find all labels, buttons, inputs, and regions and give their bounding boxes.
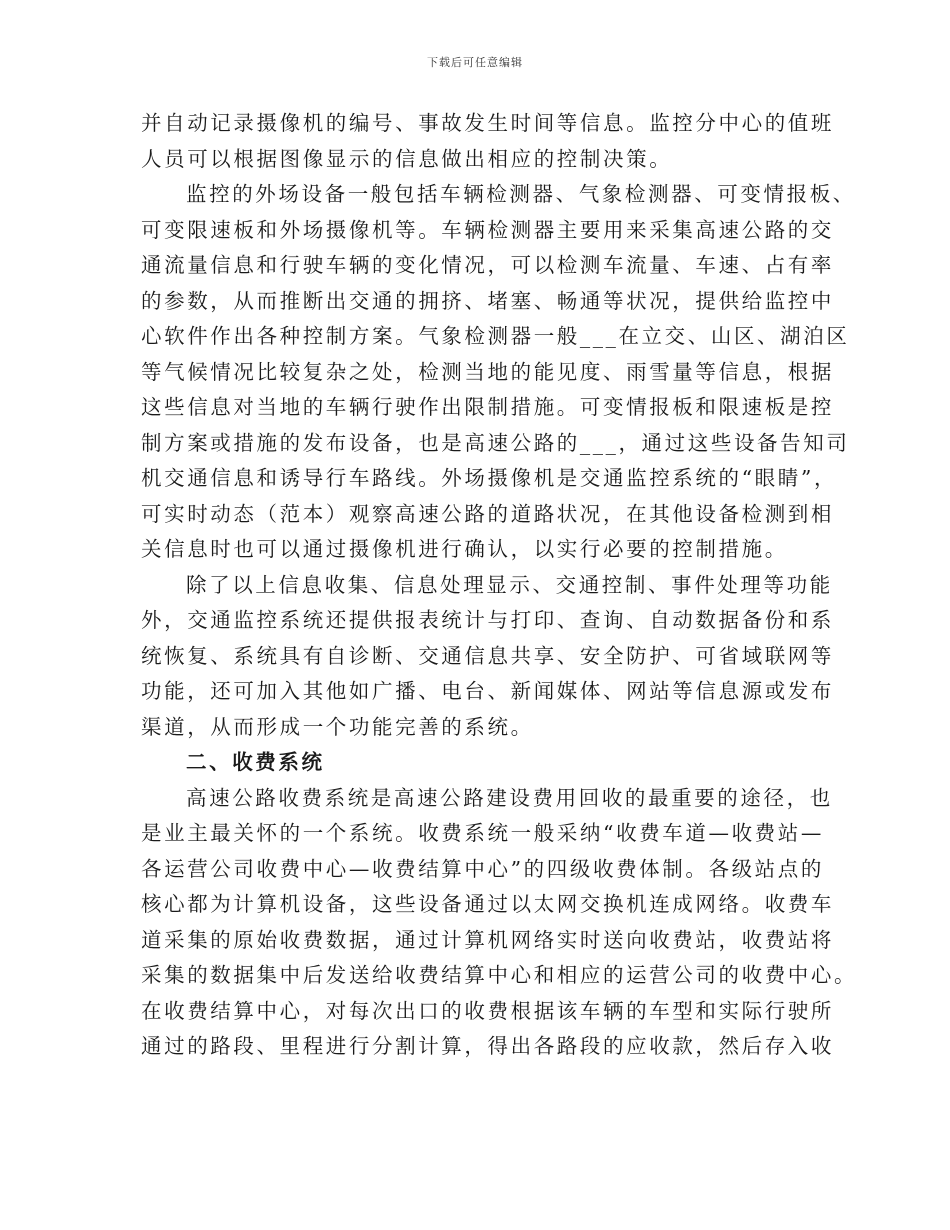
text-line: 制方案或措施的发布设备，也是高速公路的___，通过这些设备告知司 [141, 430, 850, 455]
text-line: 外，交通监控系统还提供报表统计与打印、查询、自动数据备份和系 [141, 608, 834, 632]
page-header-note: 下载后可任意编辑 [427, 56, 523, 69]
text-line: 道采集的原始收费数据，通过计算机网络实时送向收费站，收费站将 [141, 927, 834, 952]
text-line: 监控的外场设备一般包括车辆检测器、气象检测器、可变情报板、 [186, 182, 856, 206]
text-line: 采集的数据集中后发送给收费结算中心和相应的运营公司的收费中心。 [141, 963, 858, 987]
text-line: 各运营公司收费中心—收费结算中心”的四级收费体制。各级站点的 [141, 856, 824, 881]
text-line: 渠道，从而形成一个功能完善的系统。 [141, 714, 534, 739]
text-line: 可变限速板和外场摄像机等。车辆检测器主要用来采集高速公路的交 [141, 217, 834, 242]
text-line: 心软件作出各种控制方案。气象检测器一般___在立交、山区、湖泊区 [141, 324, 850, 348]
text-line: 可实时动态（范本）观察高速公路的道路状况，在其他设备检测到相 [141, 501, 834, 526]
paragraph-field-equipment [141, 177, 856, 568]
text-line: 通流量信息和行驶车辆的变化情况，可以检测车流量、车速、占有率 [141, 253, 834, 277]
document-body [141, 106, 858, 1065]
text-line: 功能，还可加入其他如广播、电台、新闻媒体、网站等信息源或发布 [141, 679, 834, 703]
text-line: 是业主最关怀的一个系统。收费系统一般采纳“收费车道—收费站— [141, 821, 824, 845]
text-line: 在收费结算中心，对每次出口的收费根据该车辆的车型和实际行驶所 [141, 998, 834, 1023]
text-line: 这些信息对当地的车辆行驶作出限制措施。可变情报板和限速板是控 [141, 395, 834, 419]
text-line: 等气候情况比较复杂之处，检测当地的能见度、雨雪量等信息，根据 [141, 359, 834, 384]
section-heading-toll-system: 二、收费系统 [186, 750, 325, 774]
text-line: 人员可以根据图像显示的信息做出相应的控制决策。 [141, 146, 673, 171]
text-line: 关信息时也可以通过摄像机进行确认，以实行必要的控制措施。 [141, 537, 788, 561]
paragraph-other-functions [141, 568, 834, 746]
text-line: 通过的路段、里程进行分割计算，得出各路段的应收款，然后存入收 [141, 1034, 834, 1058]
text-line: 机交通信息和诱导行车路线。外场摄像机是交通监控系统的“眼睛”， [141, 466, 838, 490]
paragraph-toll-system [141, 781, 858, 1065]
text-line: 统恢复、系统具有自诊断、交通信息共享、安全防护、可省域联网等 [141, 643, 834, 668]
text-line: 的参数，从而推断出交通的拥挤、堵塞、畅通等状况，提供给监控中 [141, 288, 834, 313]
text-line: 核心都为计算机设备，这些设备通过以太网交换机连成网络。收费车 [141, 892, 834, 916]
text-line: 除了以上信息收集、信息处理显示、交通控制、事件处理等功能 [186, 572, 833, 597]
paragraph-monitoring-continued [141, 106, 834, 177]
text-line: 并自动记录摄像机的编号、事故发生时间等信息。监控分中心的值班 [141, 111, 834, 135]
text-line: 高速公路收费系统是高速公路建设费用回收的最重要的途径，也 [186, 785, 833, 810]
